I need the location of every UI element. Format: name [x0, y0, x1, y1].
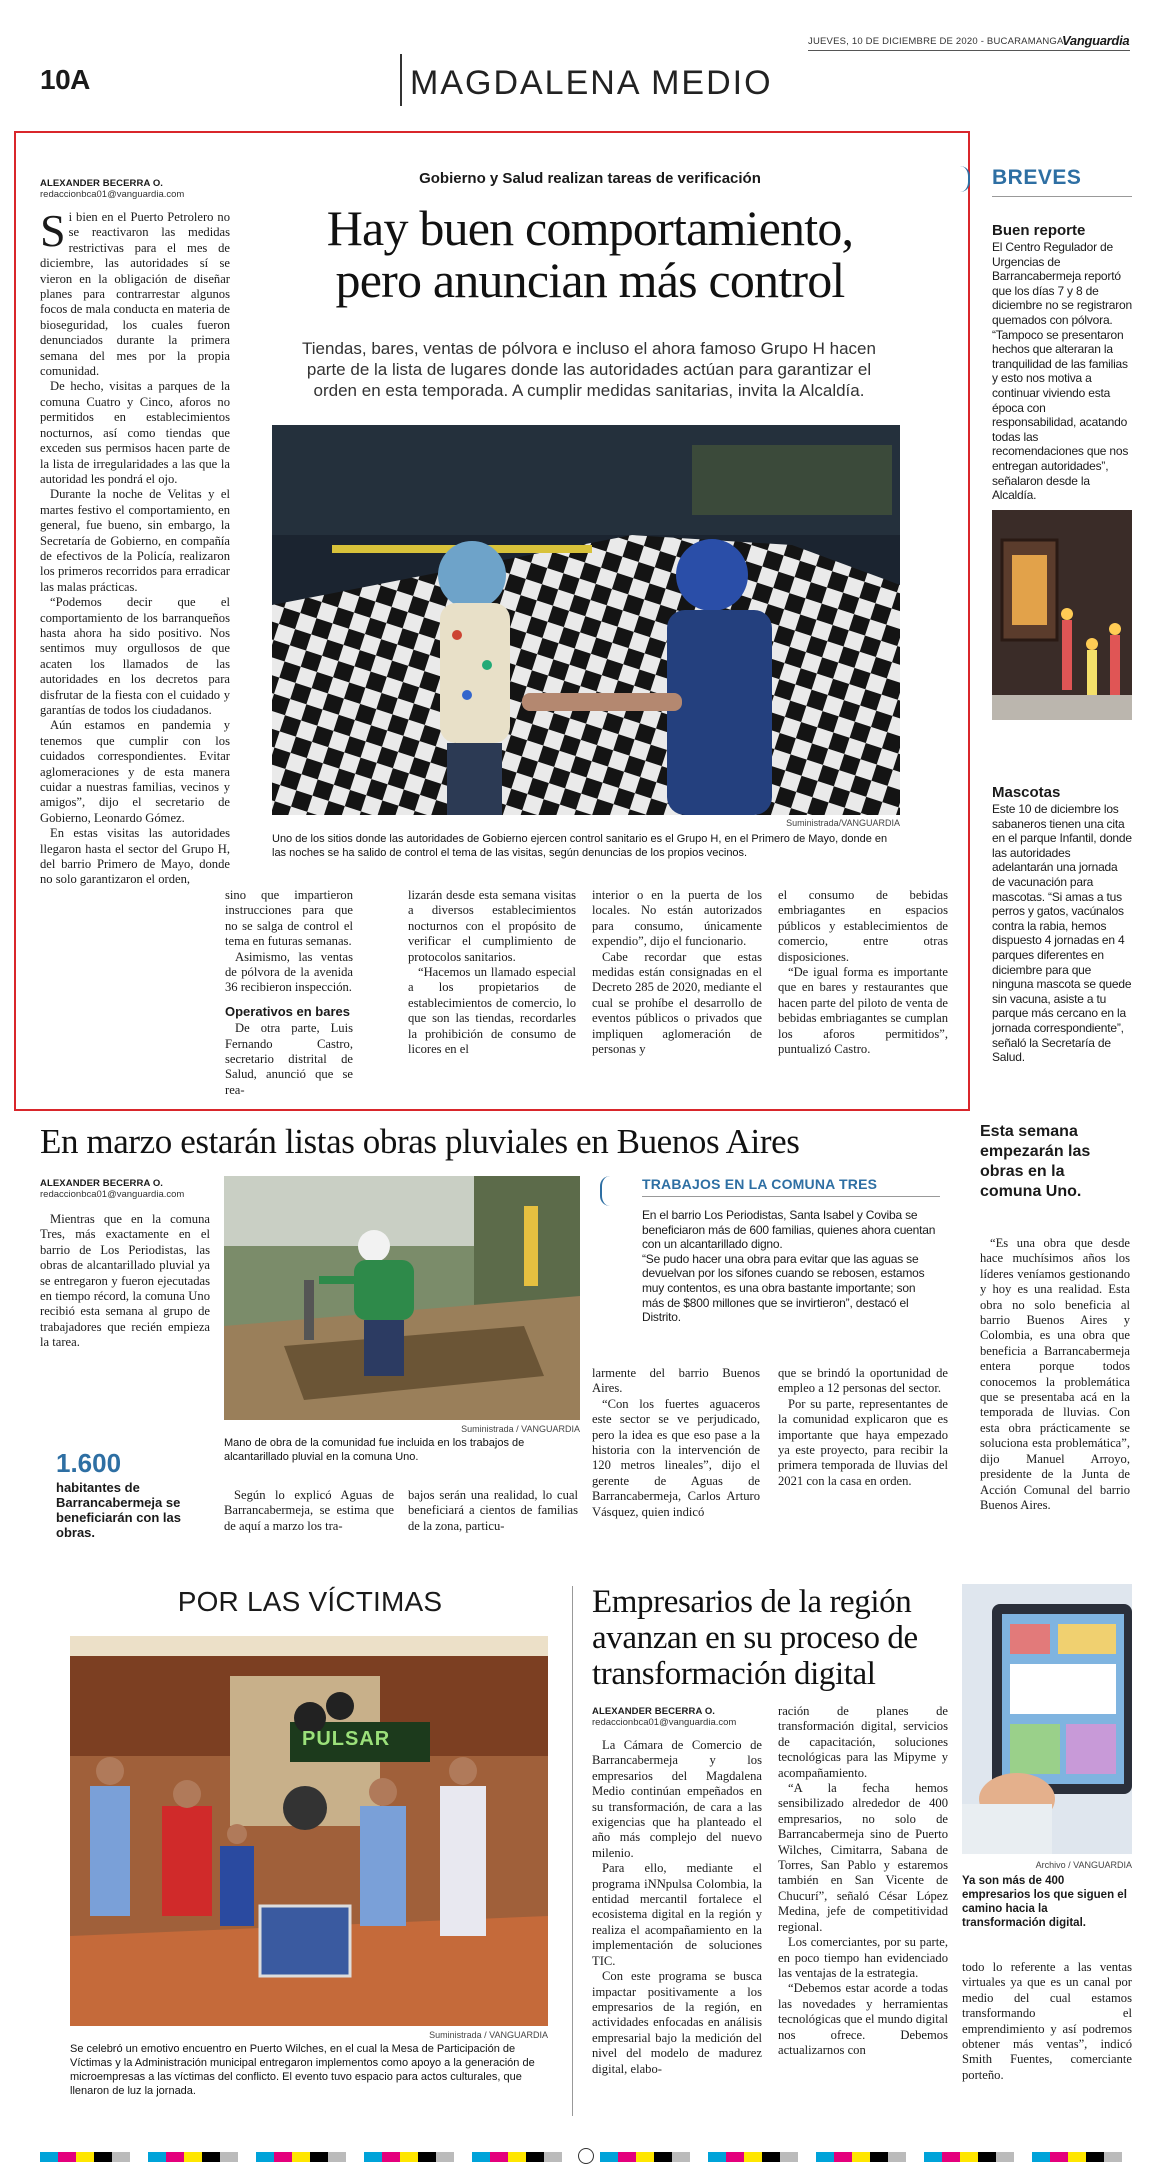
breves-rule: [992, 196, 1132, 197]
victims-caption: Se celebró un emotivo encuentro en Puerto Wilches, en el cual la Mesa de Participación de Víctimas y la Administración municipal entregaron implementos como apoyo a la generación de microempresas a las víctimas del conflicto. El evento tuvo espacio para actos culturales, que llenaron de luz la jornada.: [70, 2043, 535, 2097]
paragraph: “Es una obra que desde hace muchísimos años los líderes veníamos gestionando y hoy es una realidad. Esta obra no solo beneficia al barrio Buenos Aires y Colombia, es una obra que beneficia a Barrancabermeja entera porque todos conocemos la problemática que se presentaba acá en la temporada de lluvias. Con esta obra prácticamente se soluciona esta problemática”, dijo Manuel Arroyo, presidente de la Junta de Acción Comunal del barrio Buenos Aires.: [980, 1236, 1130, 1512]
paragraph: Para ello, mediante el programa iNNpulsa Colombia, la entidad mercantil fortalece el ecosistema digital en la región y realiza el acompañamiento en la implementación de soluciones TIC.: [592, 1861, 762, 1968]
paragraph: larmente del barrio Buenos Aires.: [592, 1366, 760, 1396]
paragraph: ración de planes de transformación digital, servicios de capacitación, soluciones tecnológicas para las Mipyme y acompañamiento.: [778, 1704, 948, 1780]
article2-photo: [224, 1176, 580, 1420]
article1-photo: [272, 425, 900, 815]
paragraph: que se brindó la oportunidad de empleo a 12 personas del sector.: [778, 1366, 948, 1396]
article2-column-4: [592, 1366, 760, 1520]
article1-headline: [250, 202, 930, 306]
article3-column-2: [778, 1704, 948, 2058]
photo-credit: Suministrada / VANGUARDIA: [461, 1424, 580, 1434]
article2-column-5: [778, 1366, 948, 1489]
photo-credit: Archivo / VANGUARDIA: [1035, 1860, 1132, 1870]
byline-email: redaccionbca01@vanguardia.com: [40, 1189, 185, 1200]
paragraph-text: i bien en el Puerto Petrolero no se reactivaron las medidas restrictivas para el mes de diciembre, las autoridades sí se vieron en la obligación de diseñar planes para contrarrestar algunos focos de mala conducta en materia de bioseguridad, los cuales fueron denunciados durante la primera semana del mes por la propia comunidad.: [40, 210, 230, 379]
header-rule: [808, 50, 1130, 51]
box-title: TRABAJOS EN LA COMUNA TRES: [642, 1176, 878, 1192]
subheading: Operativos en bares: [225, 1003, 350, 1019]
headline-line: avanzan en su proceso de: [592, 1620, 918, 1656]
paragraph: Aún estamos en pandemia y tenemos que cumplir con los cuidados correspondientes. Evitar aglomeraciones y de esta manera cuidar a nuestras familias, vecinos y amigos”, dijo el secretario de Gobierno, Leonardo Gómez.: [40, 718, 230, 825]
paragraph: el consumo de bebidas embriagantes en espacios públicos y establecimientos de comercio, entre otras disposiciones.: [778, 888, 948, 964]
byline-name: ALEXANDER BECERRA O.: [592, 1706, 716, 1717]
article3-column-3: [962, 1960, 1132, 2083]
dateline: JUEVES, 10 DE DICIEMBRE DE 2020 - BUCARAMANGA: [808, 36, 1064, 47]
article1-byline: [40, 178, 240, 200]
paragraph: “A la fecha hemos sensibilizado alrededor de 400 empresarios, no solo de Barrancabermeja sino de Puerto Wilches, Cimitarra, Sabana de Torres, San Pablo y estaremos también en San Vicente de Chucurí”, señaló César López Medina, jefe de competitividad regional.: [778, 1781, 948, 1934]
article3-column-1: [592, 1738, 762, 2077]
header-divider: [400, 54, 402, 106]
paragraph: bajos serán una realidad, lo cual beneficiará a cientos de familias de la zona, particu-: [408, 1488, 578, 1533]
paragraph: Durante la noche de Velitas y el martes festivo el comportamiento, en general, fue bueno, sin embargo, la Secretaría de Gobierno, en compañía de efectivos de la Policía, realizaron los primeros recorridos para erradicar las malas prácticas.: [40, 487, 230, 594]
print-color-bar-left: [40, 2152, 580, 2162]
paragraph: Según lo explicó Aguas de Barrancabermeja, se estima que de aquí a marzo los tra-: [224, 1488, 394, 1533]
headline-line: Empresarios de la región: [592, 1584, 912, 1620]
registration-mark: [578, 2148, 594, 2164]
headline-line: Hay buen comportamiento,: [326, 200, 854, 256]
drop-cap: S: [40, 205, 66, 256]
stat-text: habitantes de Barrancabermeja se beneficiarán con las obras.: [56, 1480, 181, 1540]
article2-caption: Mano de obra de la comunidad fue incluida en los trabajos de alcantarillado pluvial en la comuna Uno.: [224, 1437, 525, 1463]
article2-byline: [40, 1178, 240, 1200]
breves-label: BREVES: [992, 166, 1082, 189]
paragraph: [40, 205, 230, 379]
article1-caption: Uno de los sitios donde las autoridades de Gobierno ejercen control sanitario es el Grupo H, en el Primero de Mayo, donde en las noches se ha salido de control el tema de las visitas, según denuncias de los propios vecinos.: [272, 833, 888, 859]
paragraph: Con este programa se busca impactar positivamente a los empresarios de la región, en actividades enfocadas en análisis empresarial bajo la medición del nivel del modelo de madurez digital, elabo-: [592, 1969, 762, 2076]
article1-column-4: [592, 888, 762, 1057]
victims-photo: [70, 1636, 548, 2026]
article3-byline: [592, 1706, 792, 1728]
box-bracket: [600, 1176, 610, 1206]
article1-column-5: [778, 888, 948, 1057]
byline-name: ALEXANDER BECERRA O.: [40, 1178, 164, 1189]
article2-column-3: [408, 1488, 578, 1534]
paragraph: sino que impartieron instrucciones para que no se salga de control el tema en futuras semanas.: [225, 888, 353, 949]
article1-kicker: Gobierno y Salud realizan tareas de verificación: [419, 170, 761, 187]
article2-headline: En marzo estarán listas obras pluviales en Buenos Aires: [40, 1122, 800, 1161]
article1-column-3: [408, 888, 576, 1057]
headline-line: transformación digital: [592, 1656, 876, 1692]
brand-logo: Vanguardia: [1062, 33, 1130, 48]
victims-title: POR LAS VÍCTIMAS: [177, 1586, 443, 1617]
headline-line: pero anuncian más control: [335, 252, 845, 308]
breves-item-1-title: Buen reporte: [992, 222, 1086, 239]
paragraph: De otra parte, Luis Fernando Castro, secretario distrital de Salud, anunció que se rea-: [225, 1021, 353, 1097]
article1-column-1: [40, 205, 230, 888]
paragraph: “Con los fuertes aguaceros este sector se ve perjudicado, pero la idea es que eso pase a la historia con la intervención de 120 metros lineales”, dijo el gerente de Aguas de Barrancabermeja, Carlos Arturo Vásquez, quien indicó: [592, 1396, 760, 1519]
paragraph: Por su parte, representantes de la comunidad explicaron que es importante que haya empezado ya este proyecto, para recibir la primera temporada de lluvias del 2021 con la casa en orden.: [778, 1396, 948, 1488]
breves-item-2-title: Mascotas: [992, 784, 1061, 801]
side-quote-text: [980, 1236, 1130, 1513]
breves-item-1-text: El Centro Regulador de Urgencias de Barrancabermeja reportó que los días 7 y 8 de diciembre no se registraron quemados con pólvora. “Tampoco se presentaron hechos que alteraran la tranquilidad de las familias y esto nos motiva a continuar viviendo esta época con responsabilidad, acatando todas las recomendaciones que nos entregan autoridades”, señalaron desde la Alcaldía.: [992, 240, 1133, 503]
box-rule: [642, 1196, 940, 1197]
paragraph: Cabe recordar que estas medidas están consignadas en el Decreto 285 de 2020, mediante el cual se prohíbe el desarrollo de eventos públicos o privados que impliquen aglomeración de personas y: [592, 949, 762, 1057]
box-paragraph: En el barrio Los Periodistas, Santa Isabel y Coviba se beneficiaron más de 600 familias, quienes ahora cuentan con un alcantarillado digno.: [642, 1208, 936, 1252]
paragraph: En estas visitas las autoridades llegaron hasta el sector del Grupo H, del barrio Primero de Mayo, donde no solo garantizaron el orden,: [40, 826, 230, 887]
banner-text: PULSAR: [302, 1728, 391, 1750]
paragraph: lizarán desde esta semana visitas a diversos establecimientos nocturnos con el propósito de verificar el cumplimiento de protocolos sanitarios.: [408, 888, 576, 964]
photo-credit: Suministrada / VANGUARDIA: [429, 2030, 548, 2040]
stat-number: 1.600: [56, 1448, 122, 1478]
article1-summary: Tiendas, bares, ventas de pólvora e incluso el ahora famoso Grupo H hacen parte de la lista de lugares donde las autoridades actúan para garantizar el orden en esta temporada. A cumplir medidas sanitarias, invita la Alcaldía.: [302, 339, 876, 400]
section-title: MAGDALENA MEDIO: [410, 64, 773, 102]
breves-item-2-text: Este 10 de diciembre los sabaneros tienen una cita en el parque Infantil, donde las autoridades adelantarán una jornada de vacunación para mascotas. “Si amas a tus perros y gatos, vacúnalos contra la rabia, hemos dispuesto 4 jornadas en 4 parques diferentes en diciembre para que ninguna mascota se quede sin vacuna, asiste a tu parque más cercano en la jornada correspondiente”, señaló la Secretaría de Salud.: [992, 802, 1132, 1065]
article3-photo: [962, 1584, 1132, 1854]
page-number: 10A: [40, 64, 90, 95]
article3-caption: Ya son más de 400 empresarios los que siguen el camino hacia la transformación digital.: [962, 1875, 1127, 1929]
breves-photo-candles: [992, 510, 1132, 720]
paragraph: “Debemos estar acorde a todas las novedades y herramientas tecnológicas que el mundo digital nos ofrece. Debemos actualizarnos con: [778, 1981, 948, 2057]
paragraph: “De igual forma es importante que en bares y restaurantes que hacen parte del piloto de venta de bebidas embriagantes se cumplan los aforos permitidos”, puntualizó Castro.: [778, 965, 948, 1057]
print-color-bar-right: [600, 2152, 1132, 2162]
paragraph: La Cámara de Comercio de Barrancabermeja y los empresarios del Magdalena Medio continúan empeñados en su transformación, de cara a las exigencias que ha planteado el año más complejo del nuevo milenio.: [592, 1738, 762, 1860]
paragraph: Los comerciantes, por su parte, en poco tiempo han evidenciado las ventajas de la estrategia.: [778, 1935, 948, 1980]
article3-headline: [592, 1584, 942, 1692]
paragraph: De hecho, visitas a parques de la comuna Cuatro y Cinco, aforos no permitidos en establecimientos nocturnos, así como tiendas que exceden sus permisos hacen parte de la lista de irregularidades a las que la autoridad les pondrá el ojo.: [40, 379, 230, 486]
column-divider: [572, 1586, 573, 2116]
paragraph: “Podemos decir que el comportamiento de los barranqueños hasta ahora ha sido positivo. Nos sentimos muy orgullosos de que acaten los llamados de las autoridades en los decretos para disfrutar de la fiesta con el cuidado y garantías de todos los ciudadanos.: [40, 595, 230, 717]
article2-column-2: [224, 1488, 394, 1534]
paragraph: “Hacemos un llamado especial a los propietarios de establecimientos de comercio, lo que son las tiendas, recordarles la prohibición de consumo de licores en el: [408, 965, 576, 1057]
article1-column-2: [225, 888, 353, 1098]
side-quote-title: Esta semana empezarán las obras en la comuna Uno.: [980, 1123, 1091, 1200]
article2-column-1: [40, 1212, 210, 1351]
photo-credit: Suministrada/VANGUARDIA: [786, 818, 900, 828]
box-paragraph: “Se pudo hacer una obra para evitar que las aguas se devuelvan por los sifones cuando se rebosen, estamos muy contentos, es una obra bastante importante; son más de $800 millones que se invirtieron”, destacó el Distrito.: [642, 1251, 925, 1325]
paragraph: interior o en la puerta de los locales. No están autorizados para consumo, únicamente expendio”, dijo el funcionario.: [592, 888, 762, 949]
paragraph: Asimismo, las ventas de pólvora de la avenida 36 recibieron inspección.: [225, 949, 353, 995]
paragraph: Mientras que en la comuna Tres, más exactamente en el barrio de Los Periodistas, las obras de alcantarillado pluvial ya se entregaron y fueron ejecutadas en tiempo récord, la comuna Uno recibió esta semana al grupo de trabajadores que recién empieza la tarea.: [40, 1212, 210, 1350]
paragraph: todo lo referente a las ventas virtuales ya que es un canal por medio del cual estamos transformando el emprendimiento y así podremos obtener más ventas”, indicó Smith Fuentes, comerciante porteño.: [962, 1960, 1132, 2082]
byline-email: redaccionbca01@vanguardia.com: [592, 1717, 737, 1728]
byline-name: ALEXANDER BECERRA O.: [40, 178, 164, 189]
byline-email: redaccionbca01@vanguardia.com: [40, 189, 185, 200]
box-text: [642, 1208, 940, 1325]
